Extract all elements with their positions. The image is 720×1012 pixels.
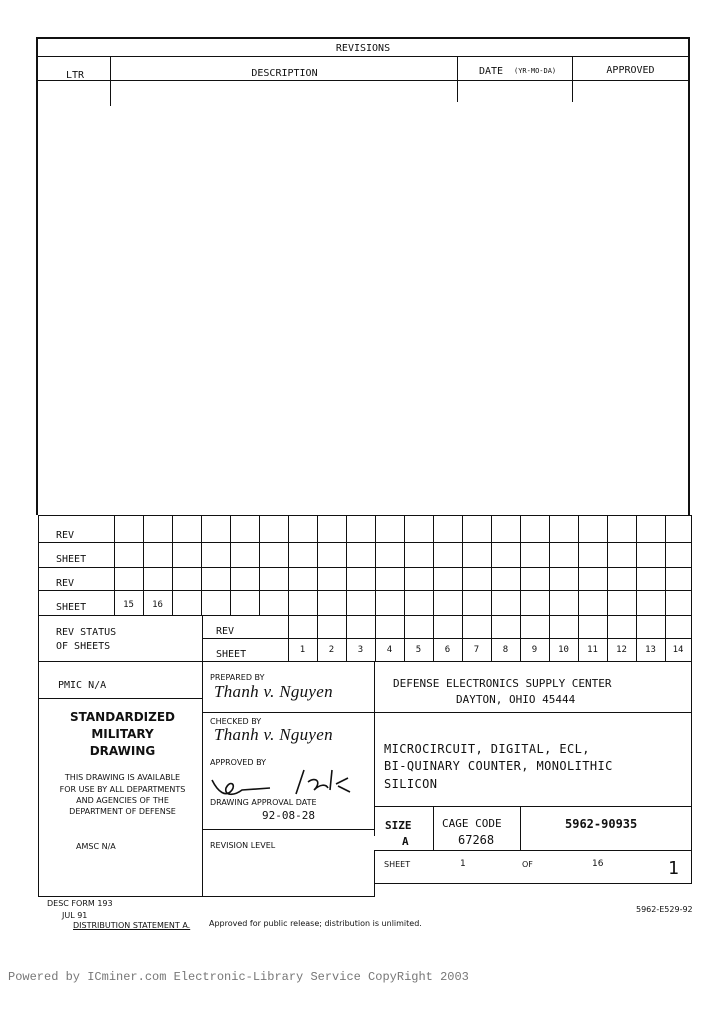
col-approved: APPROVED (606, 65, 655, 76)
sheet-number: 11 (587, 645, 598, 655)
distribution-label: DISTRIBUTION STATEMENT A. (73, 921, 191, 930)
grid-v (201, 515, 202, 615)
grid-v (636, 515, 637, 661)
sheet-number: 2 (328, 645, 335, 655)
sheet-number: 14 (672, 645, 684, 655)
sheet-number: 16 (152, 600, 163, 610)
approved-label: APPROVED BY (210, 758, 267, 767)
availability-line: DEPARTMENT OF DEFENSE (69, 807, 176, 816)
sheet-number: 5 (415, 645, 422, 655)
availability-line: THIS DRAWING IS AVAILABLE (64, 773, 181, 782)
checked-label: CHECKED BY (210, 717, 262, 726)
grid-v (375, 515, 376, 661)
grid-v (520, 515, 521, 661)
sheet-number: 1 (299, 645, 306, 655)
rev-status-line2: OF SHEETS (56, 641, 111, 652)
grid-v (433, 515, 434, 661)
sheet-number: 10 (558, 645, 569, 655)
frame-right (688, 37, 690, 515)
frame-top (36, 37, 689, 39)
approver-signature (208, 762, 358, 802)
availability-line: AND AGENCIES OF THE (76, 796, 169, 805)
col-date: DATE (479, 66, 504, 77)
grid-v (578, 515, 579, 661)
title-line: BI-QUINARY COUNTER, MONOLITHIC (384, 759, 613, 773)
col-date-format: (YR-MO-DA) (514, 67, 557, 75)
rev-status-line1: REV STATUS (56, 627, 117, 638)
grid-v (172, 515, 173, 615)
grid-v (259, 515, 260, 615)
col-ltr: LTR (65, 70, 85, 81)
distribution-text: Approved for public release; distribution is unlimited. (209, 919, 422, 928)
availability-line: FOR USE BY ALL DEPARTMENTS (59, 785, 186, 794)
title-line: SILICON (384, 777, 438, 791)
frame-left (36, 37, 38, 515)
powered-by[interactable]: Powered by ICminer.com Electronic-Library Service CopyRight 2003 (8, 970, 469, 984)
col-description: DESCRIPTION (251, 68, 318, 79)
cage-value: 67268 (458, 833, 495, 847)
sheet-number: 8 (502, 645, 509, 655)
sheet-label-row4: SHEET (56, 602, 87, 613)
grid-v (114, 515, 115, 615)
sheet-number: 15 (123, 600, 134, 610)
agency-address: DAYTON, OHIO 45444 (456, 693, 576, 706)
size-value: A (402, 835, 409, 848)
standardized-title: STANDARDIZED (70, 710, 175, 724)
rev-label-row1: REV (56, 530, 75, 541)
pmic-label: PMIC N/A (58, 680, 107, 691)
grid-v (346, 515, 347, 661)
total-sheets: 16 (592, 859, 604, 869)
title-line: MICROCIRCUIT, DIGITAL, ECL, (384, 742, 590, 756)
grid-v (462, 515, 463, 661)
drawing-number: 5962-90935 (565, 817, 638, 831)
grid-v (549, 515, 550, 661)
sheet-label: SHEET (384, 860, 411, 869)
sheet-label-row2: SHEET (56, 554, 87, 565)
sheet-number: 13 (645, 645, 656, 655)
rev-label-row3: REV (56, 578, 75, 589)
military-title: MILITARY (91, 727, 154, 741)
sheet-value: 1 (460, 859, 466, 869)
cage-label: CAGE CODE (442, 817, 502, 830)
grid-v (317, 515, 318, 661)
revision-level-label: REVISION LEVEL (210, 841, 276, 850)
of-label: OF (522, 860, 533, 869)
rev-col-div-2 (457, 56, 458, 102)
grid-v (288, 515, 289, 661)
form-date: JUL 91 (62, 911, 88, 920)
approval-date: 92-08-28 (262, 809, 315, 822)
sheet-label-row6: SHEET (216, 649, 247, 660)
rev-label-row5: REV (216, 626, 235, 637)
sheet-number: 9 (531, 645, 538, 655)
form-code: 5962-E529-92 (636, 905, 693, 914)
form-number: DESC FORM 193 (47, 899, 113, 908)
sheet-number: 6 (444, 645, 451, 655)
grid-v (607, 515, 608, 661)
rev-col-div-3 (572, 56, 573, 102)
grid-v (230, 515, 231, 615)
drawing-title: DRAWING (89, 744, 156, 758)
grid-v (404, 515, 405, 661)
sheet-number: 3 (357, 645, 364, 655)
sheet-number: 4 (386, 645, 393, 655)
checked-signature: Thanh v. Nguyen (214, 725, 333, 744)
sheet-number: 7 (473, 645, 480, 655)
page-mark: 1 (668, 858, 679, 879)
size-label: SIZE (385, 819, 412, 832)
grid-v (665, 515, 666, 661)
agency-name: DEFENSE ELECTRONICS SUPPLY CENTER (393, 677, 612, 690)
rev-col-div-1 (110, 56, 111, 106)
sheet-number: 12 (616, 645, 627, 655)
rev-header-rule (38, 56, 689, 57)
approval-date-label: DRAWING APPROVAL DATE (210, 798, 317, 807)
prepared-signature: Thanh v. Nguyen (214, 682, 333, 701)
rev-header-rule-2 (38, 80, 689, 81)
prepared-label: PREPARED BY (210, 673, 265, 682)
grid-v (491, 515, 492, 661)
amsc-label: AMSC N/A (76, 842, 116, 851)
grid-v (143, 515, 144, 615)
revisions-title: REVISIONS (335, 43, 391, 54)
